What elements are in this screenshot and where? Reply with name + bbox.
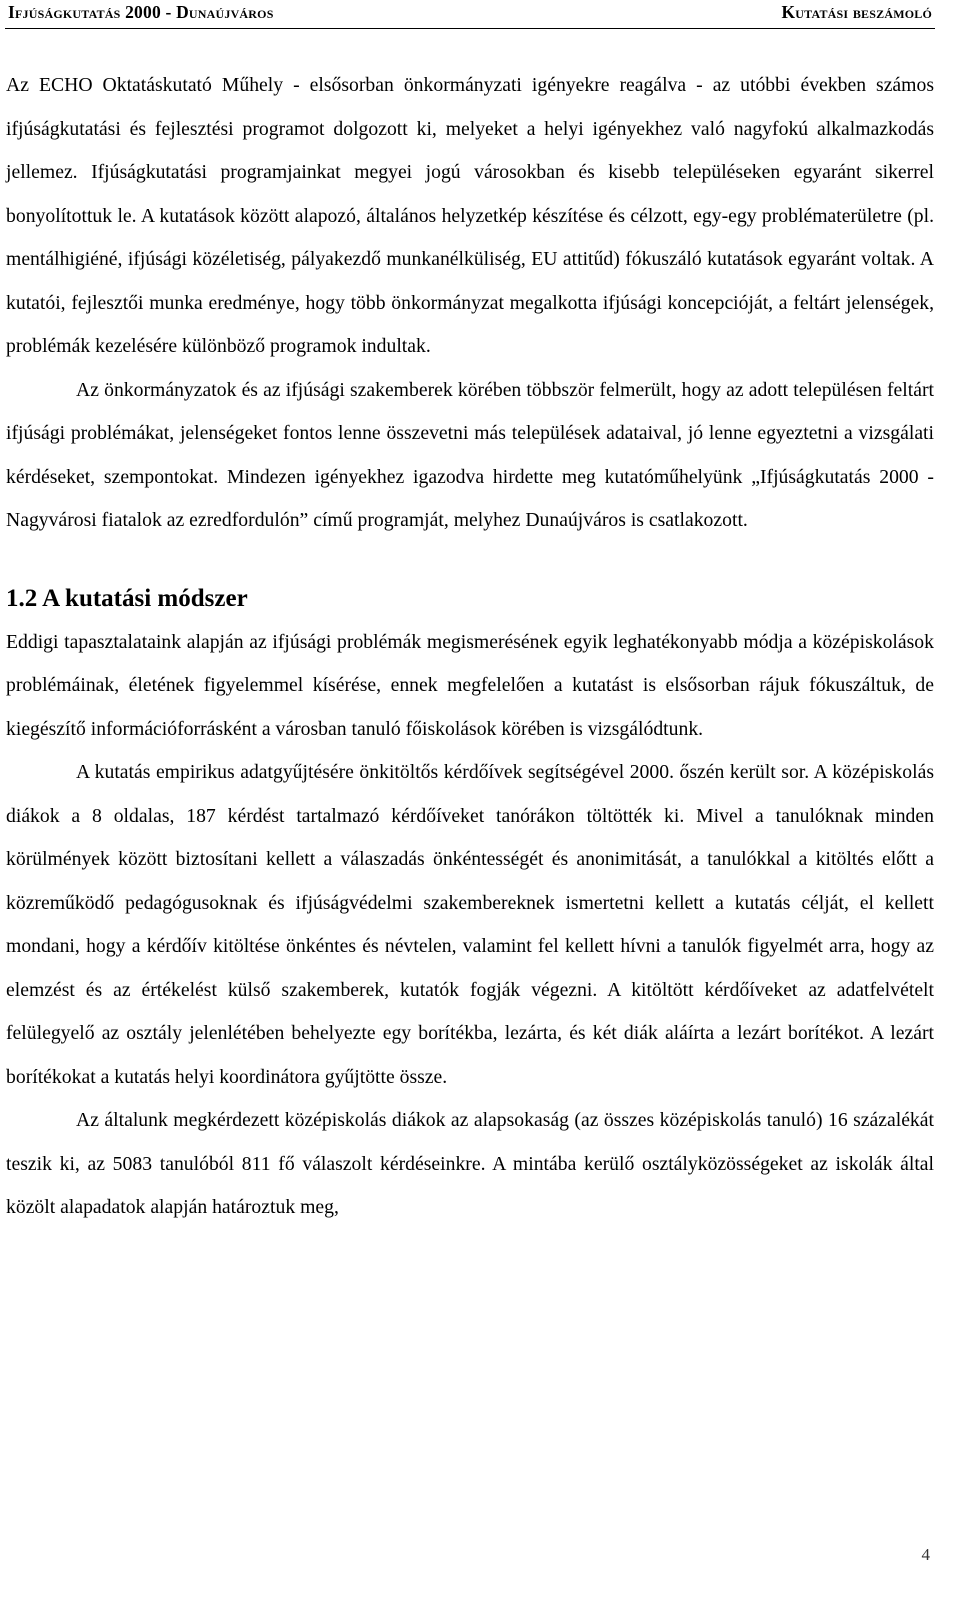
paragraph-sample: Az általunk megkérdezett középiskolás diákok az alapsokaság (az összes középiskolás tanuló) 16 százalékát teszik ki, az 5083 tanulóból 811 fő válaszolt kérdéseinkre. A mintába kerülő osztályközösségeket az iskolák által közölt alapadatok alapján határoztuk meg, <box>6 1109 934 1218</box>
paragraph-program-announcement: Az önkormányzatok és az ifjúsági szakemberek körében többször felmerült, hogy az adott településen feltárt ifjúsági problémákat, jelenségeket fontos lenne összevetni más települések adataival, jó lenne egyeztetni a vizsgálati kérdéseket, szempontokat. Mindezen igényekhez igazodva hirdette meg kutatóműhelyünk „Ifjúságkutatás 2000 - Nagyvárosi fiatalok az ezredfordulón” című programját, melyhez Dunaújváros is csatlakozott. <box>6 378 934 531</box>
page-number: 4 <box>921 1545 930 1564</box>
document-body <box>6 64 934 1230</box>
paragraph-data-collection: A kutatás empirikus adatgyűjtésére önkitöltős kérdőívek segítségével 2000. őszén került sor. A középiskolás diákok a 8 oldalas, 187 kérdést tartalmazó kérdőíveket tanórákon töltötték ki. Mivel a tanulóknak minden körülmények között biztosítani kellett a válaszadás önkéntességét és anonimitását, a tanulókkal a kitöltés előtt a közreműködő pedagógusoknak és ifjúságvédelmi szakembereknek ismertetni kellett a kutatás célját, el kellett mondani, hogy a kérdőív kitöltése önkéntes és névtelen, valamint fel kellett hívni a tanulók figyelmét arra, hogy az elemzést és az értékelést külső szakemberek, kutatók fogják végezni. A kitöltött kérdőíveket az adatfelvételt felülegyelő az osztály jelenlétében behelyezte egy borítékba, lezárta, és két diák aláírta a lezárt borítékot. A lezárt borítékokat a kutatás helyi koordinátora gyűjtötte össze. <box>6 761 934 1088</box>
page-header <box>5 0 935 29</box>
header-title-left: Ifjúságkutatás 2000 - Dunaújváros <box>8 2 274 22</box>
paragraph-method-focus: Eddigi tapasztalataink alapján az ifjúsági problémák megismerésének egyik leghatékonyabb módja a középiskolások problémáinak, életének figyelemmel kísérése, ennek megfelelően a kutatást is elsősorban rájuk fókuszáltuk, de kiegészítő információforrásként a városban tanuló főiskolások körében is vizsgálódtunk. <box>6 630 934 740</box>
section-heading: 1.2 A kutatási módszer <box>6 584 248 612</box>
paragraph-echo-intro: Az ECHO Oktatáskutató Műhely - elsősorban önkormányzati igényekre reagálva - az utóbbi években számos ifjúságkutatási és fejlesztési programot dolgozott ki, melyeket a helyi igényekhez való nagyfokú alkalmazkodás jellemez. Ifjúságkutatási programjainkat megyei jogú városokban és kisebb településeken egyaránt sikerrel bonyolítottuk le. A kutatások között alapozó, általános helyzetkép készítése és célzott, egy-egy problématerületre (pl. mentálhigiéné, ifjúsági közéletiség, pályakezdő munkanélküliség, EU attitűd) fókuszáló kutatások egyaránt voltak. A kutatói, fejlesztői munka eredménye, hogy több önkormányzat megalkotta ifjúsági koncepcióját, a feltárt jelenségek, problémák kezelésére különböző programok indultak. <box>6 74 934 357</box>
header-title-right: Kutatási beszámoló <box>781 2 932 22</box>
